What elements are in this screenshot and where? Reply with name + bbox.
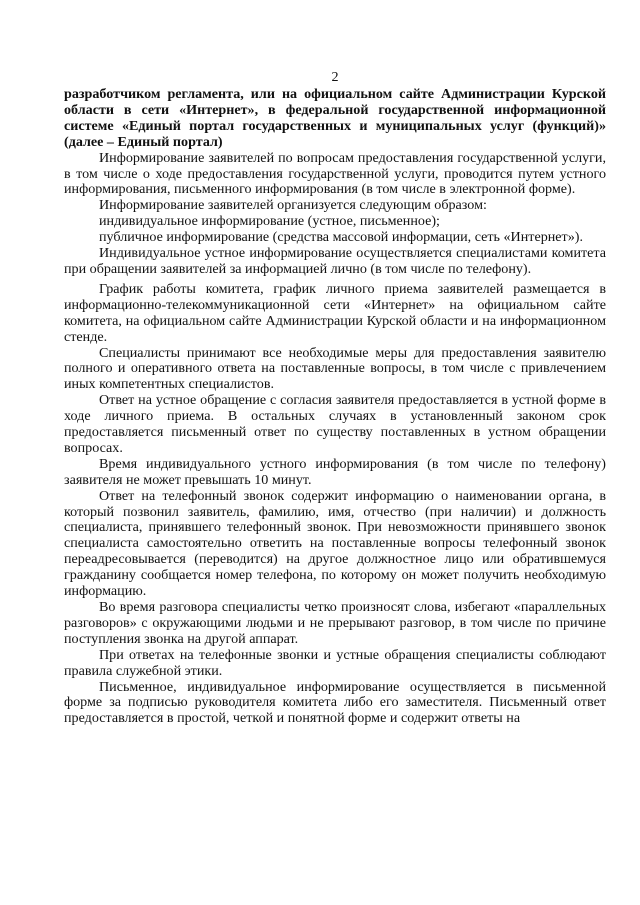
- list-item-individual-informing: индивидуальное информирование (устное, письменное);: [99, 213, 440, 230]
- paragraph-phone-answer: Ответ на телефонный звонок содержит информацию о наименовании органа, в который позвонил заявитель, фамилию, имя, отчество (при наличии) и должность специалиста, принявшего телефонный звонок. При невозможности принявшего звонок специалиста самостоятельно ответить на поставленные вопросы телефонный звонок переадресовывается (переводится) на другое должностное лицо или обратившемуся гражданину сообщается номер телефона, по которому он может получить необходимую информацию.: [64, 487, 606, 600]
- paragraph-informing-methods: Информирование заявителей по вопросам предоставления государственной услуги, в том числе о ходе предоставления государственной услуги, проводится путем устного информирования, письменного информирования (в том числе в электронной форме).: [64, 149, 606, 198]
- heading-paragraph-continuation: разработчиком регламента, или на официальном сайте Администрации Курской области в сети «Интернет», в федеральной государственной информационной системе «Единый портал государственных и муниципальных услуг (функций)» (далее – Единый портал): [64, 86, 606, 150]
- paragraph-work-schedule: График работы комитета, график личного приема заявителей размещается в информационно-телекоммуникационной сети «Интернет» на официальном сайте комитета, на официальном сайте Администрации Курской области и на информационном стенде.: [64, 280, 606, 345]
- list-item-public-informing: публичное информирование (средства массовой информации, сеть «Интернет»).: [99, 229, 583, 246]
- paragraph-written-informing: Письменное, индивидуальное информирование осуществляется в письменной форме за подписью руководителя комитета либо его заместителя. Письменный ответ предоставляется в простой, четкой и понятной форме и содержит ответы на: [64, 678, 606, 727]
- paragraph-oral-answer: Ответ на устное обращение с согласия заявителя предоставляется в устной форме в ходе личного приема. В остальных случаях в установленный законом срок предоставляется письменный ответ по существу поставленных в устном обращении вопросах.: [64, 392, 606, 456]
- paragraph-oral-informing: Индивидуальное устное информирование осуществляется специалистами комитета при обращении заявителей за информацией лично (в том числе по телефону).: [64, 245, 606, 277]
- paragraph-informing-time: Время индивидуального устного информирования (в том числе по телефону) заявителя не может превышать 10 минут.: [64, 455, 606, 488]
- paragraph-informing-organization: Информирование заявителей организуется следующим образом:: [99, 197, 487, 214]
- page-number: 2: [331, 69, 339, 85]
- document-page: [64, 70, 606, 727]
- paragraph-service-ethics: При ответах на телефонные звонки и устные обращения специалисты соблюдают правила служебной этики.: [64, 646, 606, 679]
- paragraph-specialists-measures: Специалисты принимают все необходимые меры для предоставления заявителю полного и оперативного ответа на поставленные вопросы, в том числе с привлечением иных компетентных специалистов.: [64, 344, 606, 393]
- paragraph-conversation-rules: Во время разговора специалисты четко произносят слова, избегают «параллельных разговоров» с окружающими людьми и не прерывают разговор, в том числе по причине поступления звонка на другой аппарат.: [64, 599, 606, 647]
